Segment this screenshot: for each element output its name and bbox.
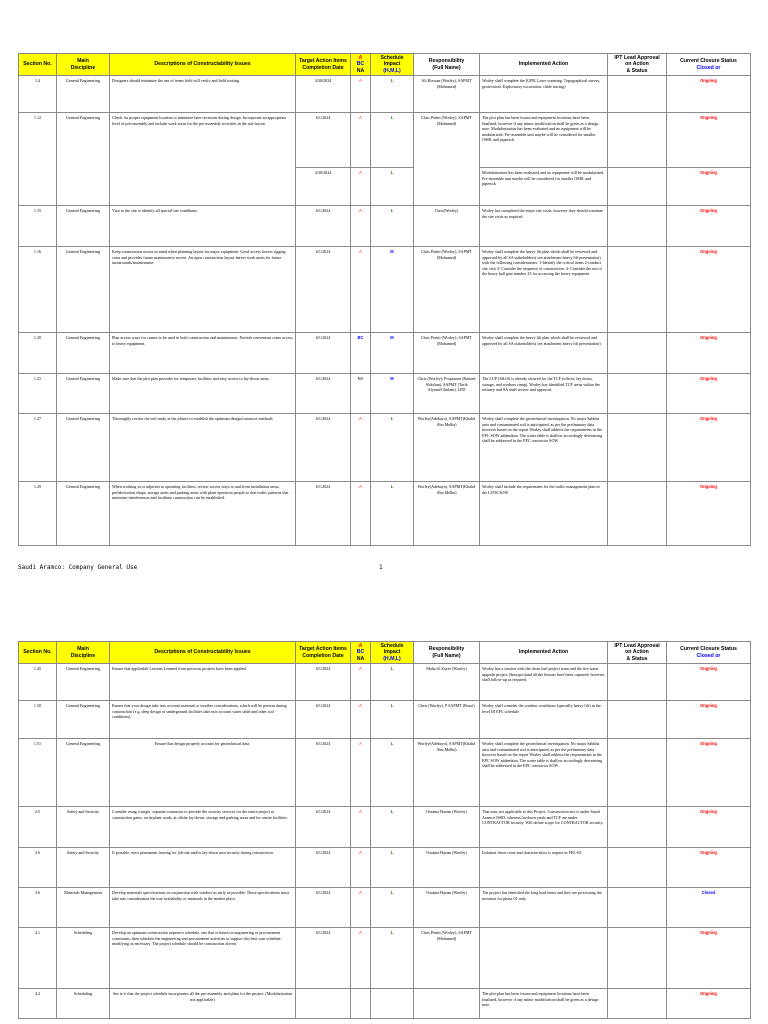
cell-target-date: 6/1/2024 [296,701,351,739]
cell-target-date: 6/1/2024 [296,247,351,333]
header-discipline: Main Discipline [57,54,110,76]
cell-implemented-action: Worley shall complete the geotechnical investigation. No major Sabkha area and contaminated soil is anticipated, as per the preliminary data however based on the report Worley shall address the requirements in the EPC SOW addendum. The water table is shallow accordingly dewatering shall be addressed in the EPC contractor SOW [480,414,608,482]
table-row [19,739,751,807]
cell-status: Ongoing [667,168,751,206]
cell-impact: L [371,168,414,206]
cell-implemented-action: The project has identified the long lead items and they are processing the novation for phase 01 only. [480,888,608,928]
table-row [19,701,751,739]
cell-target-date: 6/1/2024 [296,888,351,928]
cell-responsibility: Chris (Worley), P SAPMT (Bossi) [414,701,480,739]
cell-discipline: Scheduling [57,989,110,1019]
cell-responsibility: Chris (Worley), Proponent (Rashed Aldolian), SAPMT (Tarik Alyami/Ghulam), LPD [414,374,480,414]
table-row [19,76,751,113]
table-header-row [19,54,751,76]
cell-impact: L [371,482,414,546]
cell-impact [371,989,414,1019]
header-closure-status: Current Closure Status Closed or [667,54,751,76]
cell-ipt-approval [608,482,667,546]
cell-description: See to it that the project schedule incorporates all the pre-assembly and plans for the project. (Modularization not applicable) [110,989,296,1019]
cell-discipline: General Engineering [57,701,110,739]
cell-description: Ensure that your design take into account seasonal or weather considerations, which will be present during construction (e.g. deep design of underground facilities take into account water table and other soil conditions). [110,701,296,739]
cell-section: 1.21 [19,374,57,414]
cell-section: 1.45 [19,664,57,701]
cell-abcna: A [351,168,371,206]
cell-target-date: 6/1/2024 [296,739,351,807]
cell-impact: M [371,374,414,414]
cell-status: Ongoing [667,113,751,168]
cell-description: Ensure that applicable Lessons Learned from previous projects have been applied. [110,664,296,701]
header-responsibility: Responsibility (Full Name) [414,54,480,76]
table-row [19,807,751,848]
cell-description: Designers should minimize the use of terms field will verify and field routing. [110,76,296,113]
cell-description: Consider using a single, separate contractor to provide the security services for the entire project at construction gates, on in-plant roads, at offsite lay-down, storage and parking areas and for onsite facilities. [110,807,296,848]
sheet-page-2 [18,641,750,1019]
table-row [19,482,751,546]
cell-abcna: A [351,888,371,928]
cell-description: Keep construction access in mind when planning layout for major equipment. Good access lowers rigging costs and provides future maintenance access. An open construction layout leaves work areas for future turnarounds/maintenance. [110,247,296,333]
cell-target-date: 6/1/2024 [296,807,351,848]
cell-implemented-action: Worley shall include the requirement for the traffic management plan in the LSTK SOW [480,482,608,546]
table-header-row [19,642,751,664]
cell-discipline: General Engineering [57,664,110,701]
cell-impact: M [371,247,414,333]
cell-status: Ongoing [667,482,751,546]
cell-responsibility: Chris(Worley) [414,206,480,247]
header-implemented-action: Implemented Action [480,54,608,76]
cell-status: Ongoing [667,989,751,1019]
cell-ipt-approval [608,928,667,989]
constructability-table-1 [18,53,751,546]
table-row [19,928,751,989]
cell-abcna: NA [351,374,371,414]
cell-responsibility: Worley(Adebayo), SAPMT(Khalid Abu Melha) [414,739,480,807]
cell-implemented-action: Worley shall complete the heavy lift plan which shall be reviewed and approved by all SA stakeholders( see attachment heavy lift presentation) with the following considerations: 1-Identify the critical items 2-conduct site visit 3- Consider the sequence of construction. 4- Consider the use of the heavy hall gate number 23 for accessing the heavy equipment [480,247,608,333]
constructability-table-2 [18,641,751,1019]
cell-section: 1.50 [19,701,57,739]
cell-implemented-action: Worley has completed the major site visits, however they should continue the site visits as required. [480,206,608,247]
cell-status: Ongoing [667,928,751,989]
cell-ipt-approval [608,113,667,168]
cell-abcna: A [351,113,371,168]
table-row [19,206,751,247]
cell-section: 1.15 [19,206,57,247]
cell-impact: L [371,807,414,848]
header-description: Descriptions of Constructability Issues [110,642,296,664]
header-schedule-impact: Schedule Impact (H,M,L) [371,642,414,664]
cell-abcna: A [351,701,371,739]
cell-status: Ongoing [667,848,751,888]
cell-impact: L [371,739,414,807]
header-section-no: Section No. [19,642,57,664]
cell-discipline: General Engineering [57,247,110,333]
cell-target-date: 6/1/2024 [296,374,351,414]
cell-ipt-approval [608,247,667,333]
cell-ipt-approval [608,989,667,1019]
cell-abcna: A [351,664,371,701]
header-abcna: A BC NA [351,54,371,76]
cell-responsibility: Ali Rizwan (Worley), SAPMT (Mohamed) [414,76,480,113]
cell-ipt-approval [608,739,667,807]
cell-section: 2.6 [19,848,57,888]
cell-abcna [351,989,371,1019]
cell-impact: L [371,76,414,113]
cell-status: Ongoing [667,333,751,374]
cell-implemented-action: Modularization has been evaluated and no equipment will be modularized. Pre-assemble unit maybe will be considered for smaller OSBL and pipersck [480,168,608,206]
table-row [19,414,751,482]
cell-responsibility [414,989,480,1019]
cell-responsibility: Ossama Hazim (Worley) [414,807,480,848]
cell-description: Make sure that the plot plan provides for temporary facilities and easy access to lay-down areas. [110,374,296,414]
cell-target-date: 6/1/2024 [296,664,351,701]
cell-target-date: 4/30/2024 [296,168,351,206]
table-row [19,374,751,414]
cell-discipline: General Engineering [57,374,110,414]
cell-responsibility: Maha Al Zayer (Worley) [414,664,480,701]
cell-description: Visit to the site to identify all special site conditions. [110,206,296,247]
header-description: Descriptions of Constructability Issues [110,54,296,76]
cell-ipt-approval [608,76,667,113]
cell-discipline: General Engineering [57,482,110,546]
cell-responsibility: Worley(Adebayo), SAPMT(Khalid Abu Melha) [414,482,480,546]
cell-abcna: A [351,848,371,888]
cell-implemented-action: Worley shall complete the (GPR, Laser scanning, Topographical survey, geotecnical, Exploratory excavation, cable tracing) [480,76,608,113]
table-row [19,333,751,374]
cell-discipline: General Engineering [57,739,110,807]
cell-description: Plan access ways for cranes to be used in both construction and maintenance. Provide convenient crane access to heavy equipment. [110,333,296,374]
table-row [19,888,751,928]
header-schedule-impact: Schedule Impact (H,M,L) [371,54,414,76]
cell-impact: L [371,414,414,482]
cell-target-date: 6/1/2024 [296,482,351,546]
cell-section: 1.20 [19,333,57,374]
cell-impact: L [371,928,414,989]
footer-classification: Saudi Aramco: Company General Use [18,564,138,571]
cell-target-date: 6/1/2024 [296,333,351,374]
cell-status: Ongoing [667,739,751,807]
cell-implemented-action: The plot plan has been frozen and equipment locations have been finalized, however if any minor modification shall be given as a design note. [480,989,608,1019]
cell-target-date: 6/1/2024 [296,848,351,888]
header-responsibility: Responsibility (Full Name) [414,642,480,664]
cell-discipline: General Engineering [57,206,110,247]
cell-responsibility: Chris Pettitt (Worley), SAPMT (Mohamed) [414,333,480,374]
cell-section: 1.29 [19,482,57,546]
cell-status: Ongoing [667,701,751,739]
header-section-no: Section No. [19,54,57,76]
cell-target-date: 6/1/2024 [296,414,351,482]
cell-ipt-approval [608,888,667,928]
cell-responsibility: Worley(Adebayo), SAPMT(Khalid Abu Melha) [414,414,480,482]
header-implemented-action: Implemented Action [480,642,608,664]
cell-abcna: A [351,206,371,247]
cell-description: Develop materials specifications in conjunction with vendors as early as possible. These specifications must take into consideration the true availability of materials in the market place. [110,888,296,928]
cell-abcna: A [351,739,371,807]
header-target-date: Target Action Items Completion Date [296,642,351,664]
cell-target-date: 6/1/2024 [296,113,351,168]
cell-section: 1.12 [19,113,57,206]
cell-abcna: A [351,482,371,546]
cell-responsibility: Chris Pettitt (Worley), SAPMT (Mohamed) [414,928,480,989]
cell-impact: L [371,113,414,168]
cell-discipline: General Engineering [57,76,110,113]
cell-impact: L [371,206,414,247]
cell-impact: L [371,888,414,928]
cell-status: Ongoing [667,374,751,414]
header-abcna: A BC NA [351,642,371,664]
cell-description: If possible, erect permanent fencing for job-site and/or lay-down area security during construction. [110,848,296,888]
cell-discipline: Safety and Security [57,848,110,888]
cell-ipt-approval [608,664,667,701]
cell-discipline: General Engineering [57,333,110,374]
cell-section: 4.2 [19,989,57,1019]
cell-discipline: Safety and Security [57,807,110,848]
cell-impact: L [371,701,414,739]
cell-implemented-action: That may not applicable to this Project. Construction site is under Saudi Aramco ISSD, whereas laydown yards and TCF are under CONTRACTOR security. Will define scope for CONTRACTOR security. [480,807,608,848]
cell-status: Ongoing [667,206,751,247]
cell-abcna: A [351,807,371,848]
cell-ipt-approval [608,414,667,482]
cell-status: Ongoing [667,76,751,113]
cell-section: 1.51 [19,739,57,807]
header-ipt-approval: IPT Lead Approval on Action & Status [608,54,667,76]
cell-status: Ongoing [667,664,751,701]
cell-abcna: A [351,76,371,113]
cell-ipt-approval [608,807,667,848]
cell-section: 1.4 [19,76,57,113]
table-row [19,664,751,701]
cell-target-date: 4/30/2024 [296,76,351,113]
cell-impact: L [371,664,414,701]
header-ipt-approval: IPT Lead Approval on Action & Status [608,642,667,664]
cell-impact: M [371,333,414,374]
table-row [19,113,751,168]
cell-description: Thoroughly review the soil study at the jobsite to establish the optimum design/construct methods. [110,414,296,482]
cell-implemented-action: Isolation fence route and characteristics is require in FEL-03. [480,848,608,888]
cell-implemented-action [480,928,608,989]
table-row [19,247,751,333]
cell-ipt-approval [608,374,667,414]
cell-implemented-action: Worley shall complete the heavy lift plan which shall be reviewed and approved by all SA stakeholders( see attachment heavy lift presentation) [480,333,608,374]
cell-abcna: A [351,247,371,333]
cell-description: Develop an optimum construction sequence schedule, one that is based on engineering or procurement constraints; then schedule the engineering and procurement activities to support this best case schedule, modifying as necessary. The project schedule should be construction driven. [110,928,296,989]
cell-implemented-action: Worley has a session with the clean fuel project team and the fire water upgrade project (Simopco)and all the lessons have been captured, however shall follow-up as required. [480,664,608,701]
cell-status: Closed [667,888,751,928]
cell-ipt-approval [608,848,667,888]
cell-responsibility: Chris Pettitt (Worley), SAPMT (Mohamed) [414,247,480,333]
cell-section: 1.27 [19,414,57,482]
cell-ipt-approval [608,206,667,247]
cell-abcna: A [351,414,371,482]
cell-discipline: General Engineering [57,414,110,482]
cell-implemented-action: The plot plan has been frozen and equipment locations have been finalized, however if any minor modification shall be given as a design note. Modularization has been evaluated and no equipment will be modularized. Pre-assemble unit maybe will be considered for smaller OSBL and pipersck [480,113,608,168]
cell-description: Check for proper equipment location to minimize later revisions during design. Incorporate an appropriate level of pre-assembly and include work areas for the pre-assembly activities in the site layout. [110,113,296,206]
cell-section: 2.5 [19,807,57,848]
header-target-date: Target Action Items Completion Date [296,54,351,76]
cell-status: Ongoing [667,414,751,482]
cell-responsibility: Ossama Hazim (Worley) [414,848,480,888]
cell-implemented-action: Worley shall complete the geotechnical investigation. No major Sabkha area and contaminated soil is anticipated, as per the preliminary data however based on the report Worley shall address the requirements in the EPC SOW addendum. The water table is shallow accordingly dewatering shall be addressed in the EPC contractor SOW [480,739,608,807]
cell-implemented-action: Worley shall consider the weather conditions (specially heavy lift) in the level III EPC schedule [480,701,608,739]
cell-section: 1.16 [19,247,57,333]
cell-target-date: 6/1/2024 [296,206,351,247]
cell-abcna: A [351,928,371,989]
cell-ipt-approval [608,333,667,374]
header-closure-status: Current Closure Status Closed or [667,642,751,664]
cell-discipline: General Engineering [57,113,110,206]
cell-impact: L [371,848,414,888]
cell-section: 3.6 [19,888,57,928]
table-row [19,848,751,888]
table-row [19,989,751,1019]
cell-ipt-approval [608,701,667,739]
cell-target-date [296,989,351,1019]
cell-description: Ensure that design properly account for geotechnical data. [110,739,296,807]
cell-abcna: BC [351,333,371,374]
cell-implemented-action: The LUP (S&10) is already secured for the TCF (offices, lay down, storage, and workers camp). Worley has identified TCF areas within the refinery and SA shall review and approval. [480,374,608,414]
cell-section: 4.1 [19,928,57,989]
cell-description: When working in or adjacent to operating facilities, review access ways to and from installation areas, prefabrication shops; storage areas and parking areas with plant operation people so that traffic patterns that minimize interferences and facilitate construction can be established. [110,482,296,546]
cell-discipline: Scheduling [57,928,110,989]
cell-ipt-approval [608,168,667,206]
cell-responsibility: Ossama Hazim (Worley) [414,888,480,928]
footer-page-number: 1 [379,564,383,571]
cell-status: Ongoing [667,807,751,848]
header-discipline: Main Discipline [57,642,110,664]
cell-discipline: Materials Management [57,888,110,928]
cell-target-date: 6/1/2024 [296,928,351,989]
cell-responsibility: Chris Pettitt (Worley), SAPMT (Mohamed) [414,113,480,206]
sheet-page-1 [18,53,750,546]
cell-status: Ongoing [667,247,751,333]
